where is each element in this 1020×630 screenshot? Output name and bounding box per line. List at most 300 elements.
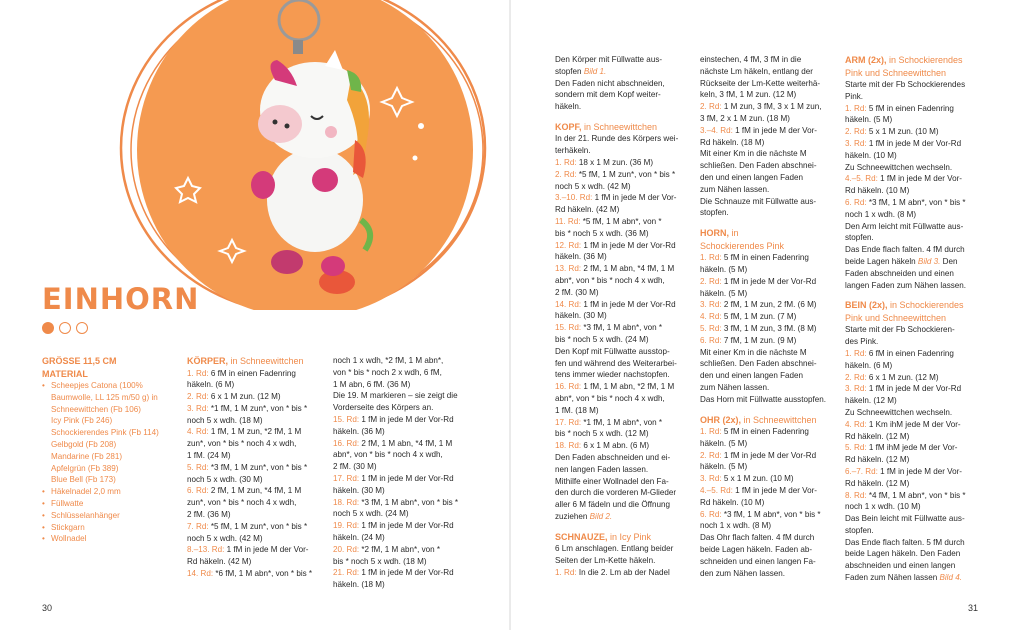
instruction-line [187, 403, 327, 415]
instruction-text: Rd häkeln. (12 M) [845, 431, 910, 441]
instruction-text: häkeln. (5 M) [700, 438, 748, 448]
instruction-text: des Pink. [845, 337, 879, 347]
round-label: 1. Rd: [187, 368, 209, 378]
round-instruction: *3 fM, 1 M abn*, von * bis * [866, 197, 966, 207]
round-label: 2. Rd: [845, 127, 867, 137]
instruction-line [845, 232, 995, 244]
instruction-line [555, 464, 695, 476]
round-label: 3. Rd: [700, 474, 722, 484]
round-instruction: 1 fM in jede M der Vor-Rd [359, 414, 454, 424]
instruction-line [845, 548, 995, 560]
material-item: • Wollnadel [42, 533, 182, 545]
instruction-line [555, 101, 695, 113]
instruction-line [333, 390, 478, 402]
instruction-line [555, 358, 695, 370]
page-number-right: 31 [968, 603, 979, 613]
instruction-text: schneiden und einen langen Fa- [700, 556, 816, 566]
section-heading-yarn: in Schneewittchen [581, 121, 658, 132]
round-label: 2. Rd: [700, 450, 722, 460]
instruction-line [845, 442, 995, 454]
instruction-line [187, 426, 327, 438]
instruction-line [555, 405, 695, 417]
instruction-line [555, 251, 695, 263]
instruction-line [187, 509, 327, 521]
instruction-text: 2 fM. (30 M) [333, 462, 377, 472]
instruction-line [555, 275, 695, 287]
section-heading-part: KOPF, [555, 121, 582, 132]
instruction-text: Den Faden nicht abschneiden, [555, 78, 665, 88]
instruction-line [555, 157, 695, 169]
instruction-line [700, 450, 840, 462]
instruction-line [555, 440, 695, 452]
round-instruction: In die 2. Lm ab der Nadel [576, 567, 670, 577]
round-instruction: 1 fM, 1 M zun, *2 fM, 1 M [208, 427, 302, 437]
instruction-line [700, 252, 840, 264]
instruction-text: 1 fM. (18 M) [555, 405, 599, 415]
instruction-text: häkeln. (5 M) [700, 288, 748, 298]
instruction-text: noch 1 x wdh. (8 M) [845, 209, 917, 219]
instruction-text: häkeln. (6 M) [845, 360, 893, 370]
instruction-text: noch 1 x wdh. (10 M) [845, 502, 921, 512]
round-label: 1. Rd: [700, 253, 722, 263]
instruction-line [845, 419, 995, 431]
instruction-text: noch 1 x wdh, *2 fM, 1 M abn*, [333, 356, 444, 365]
instruction-text: noch 5 x wdh. (30 M) [187, 474, 263, 484]
section-heading-yarn: in Schockierendes [887, 300, 964, 311]
instruction-text: häkeln. (5 M) [700, 462, 748, 472]
instruction-line [555, 369, 695, 381]
instruction-text: 1 M abn, 6 fM. (36 M) [333, 379, 411, 389]
instruction-text: den und einen langen Faden [700, 172, 804, 182]
instruction-line [700, 54, 840, 66]
instruction-text: häkeln. (12 M) [845, 396, 897, 406]
instruction-line [700, 288, 840, 300]
instruction-line [700, 568, 840, 580]
instruction-text: bis * noch 5 x wdh. (24 M) [555, 335, 649, 345]
instruction-line [845, 336, 995, 348]
instruction-text: nächste Lm häkeln, entlang der [700, 66, 813, 76]
round-label: 5. Rd: [845, 443, 867, 453]
instruction-line [333, 438, 478, 450]
instruction-line [333, 449, 478, 461]
instruction-line [700, 78, 840, 90]
instruction-text: beide Lagen häkeln [845, 256, 918, 266]
instructions-column-3 [555, 54, 695, 579]
instruction-text: häkeln. (30 M) [333, 485, 385, 495]
instruction-line [845, 268, 995, 280]
instruction-line [845, 103, 995, 115]
round-instruction: 5 fM in einen Fadenring [866, 103, 954, 113]
instruction-text: Pink. [845, 91, 863, 101]
instruction-line [555, 476, 695, 488]
round-label: 14. Rd: [187, 569, 214, 579]
instruction-line [700, 532, 840, 544]
instruction-line [845, 256, 995, 268]
round-instruction: 1 Km ihM jede M der Vor- [866, 419, 961, 429]
material-item: • Scheepjes Catona (100% [42, 380, 182, 392]
instruction-line [555, 133, 695, 145]
section-heading-yarn: in Schneewittchen [228, 356, 304, 366]
instruction-line [555, 567, 695, 579]
instruction-text: nen langen Faden lassen. [555, 464, 649, 474]
round-label: 6. Rd: [700, 335, 722, 345]
round-instruction: *5 fM, 1 M abn*, von * [580, 217, 662, 227]
instruction-text: noch 5 x wdh. (42 M) [187, 533, 263, 543]
instruction-line [845, 478, 995, 490]
instruction-line [555, 192, 695, 204]
round-instruction: *5 fM, 1 M zun*, von * bis * [208, 521, 308, 531]
instruction-line [700, 509, 840, 521]
instruction-text: stopfen. [845, 233, 874, 243]
instruction-text: abn*, von * bis * noch 4 x wdh, [555, 394, 665, 404]
round-instruction: 5 fM, 1 M zun. (7 M) [721, 312, 797, 322]
round-label: 14. Rd: [555, 299, 582, 309]
instruction-line [333, 556, 478, 568]
section-heading [555, 531, 695, 544]
round-instruction: 6 fM in einen Fadenring [866, 348, 954, 358]
section-heading [700, 227, 840, 240]
instruction-line [700, 556, 840, 568]
section-heading-part: OHR (2x), [700, 414, 742, 425]
instruction-line [700, 426, 840, 438]
instruction-line [555, 54, 695, 66]
page-number-left: 30 [42, 603, 53, 613]
round-label: 20. Rd: [333, 544, 360, 554]
instruction-text: Rückseite der Lm-Kette weiterhä- [700, 78, 821, 88]
round-instruction: *5 fM, 1 M zun*, von * bis * [576, 169, 676, 179]
round-instruction: 1 fM in jede M der Vor- [877, 174, 962, 184]
round-label: 6. Rd: [845, 197, 867, 207]
round-label: 15. Rd: [555, 323, 582, 333]
material-item: • Häkelnadel 2,0 mm [42, 486, 182, 498]
instruction-line [700, 207, 840, 219]
instruction-line [845, 91, 995, 103]
instruction-line [187, 556, 327, 568]
section-heading [187, 355, 327, 368]
round-label: 19. Rd: [333, 521, 360, 531]
instruction-line [333, 544, 478, 556]
section-heading-part: HORN, [700, 228, 729, 239]
image-reference: Bild 2. [589, 511, 613, 521]
instruction-line [333, 402, 478, 414]
instruction-text: von * bis * noch 2 x wdh, 6 fM, [333, 367, 442, 377]
instruction-line [700, 438, 840, 450]
instruction-line [845, 395, 995, 407]
instruction-line [700, 184, 840, 196]
instruction-line [555, 499, 695, 511]
round-label: 6.–7. Rd: [845, 466, 878, 476]
instruction-text: häkeln. (10 M) [845, 150, 897, 160]
instruction-line [845, 280, 995, 292]
instruction-line [555, 145, 695, 157]
section-gap [700, 406, 840, 414]
round-instruction: 5 x 1 M zun. (10 M) [721, 474, 794, 484]
round-instruction: 1 fM ihM jede M der Vor- [866, 443, 958, 453]
instruction-line [845, 431, 995, 443]
section-heading [845, 312, 995, 325]
instruction-text: fen und während des Weiterarbei- [555, 358, 677, 368]
round-label: 15. Rd: [333, 414, 360, 424]
instruction-text: Die Schnauze mit Füllwatte aus- [700, 196, 817, 206]
instruction-line [187, 474, 327, 486]
instruction-line [555, 393, 695, 405]
round-label: 13. Rd: [555, 264, 582, 274]
material-item: Schockierendes Pink (Fb 114) [51, 428, 159, 438]
instruction-text: Mithilfe einer Wollnadel den Fa- [555, 476, 669, 486]
instruction-line [700, 520, 840, 532]
section-heading-yarn: in Schockierendes [886, 55, 963, 65]
instruction-line [700, 370, 840, 382]
instruction-line [187, 415, 327, 427]
material-item: Icy Pink (Fb 246) [51, 416, 113, 426]
instruction-text: Den [940, 256, 958, 266]
instruction-line [700, 544, 840, 556]
round-instruction: *3 fM, 1 M abn*, von * bis * [721, 509, 821, 519]
instruction-text: bis * noch 5 x wdh. (18 M) [333, 556, 427, 566]
instruction-line [187, 462, 327, 474]
instruction-line [700, 160, 840, 172]
instruction-text: Mit einer Km in die nächste M [700, 149, 807, 159]
section-heading-part: KÖRPER, [187, 356, 229, 366]
instruction-line [845, 572, 995, 584]
instruction-line [845, 221, 995, 233]
round-instruction: *3 fM, 1 M abn*, von * bis * [359, 497, 459, 507]
instruction-line [700, 125, 840, 137]
instruction-text: häkeln. (24 M) [333, 532, 385, 542]
round-instruction: 1 fM in jede M der Vor- [732, 486, 817, 495]
instruction-text: stopfen. [700, 208, 729, 218]
instruction-line [845, 537, 995, 549]
instruction-line [555, 181, 695, 193]
instruction-line [700, 497, 840, 509]
instruction-text: terhäkeln. [555, 146, 591, 156]
section-heading-part: ARM (2x), [845, 55, 887, 65]
instruction-text: häkeln. [555, 102, 582, 112]
instruction-line [845, 525, 995, 537]
instruction-text: Das Horn mit Füllwatte ausstopfen. [700, 394, 826, 404]
round-instruction: 1 fM in jede M der Vor-Rd [721, 450, 817, 460]
round-instruction: 1 fM in jede M der Vor- [224, 545, 309, 555]
instruction-line [555, 169, 695, 181]
round-label: 5. Rd: [700, 323, 722, 333]
round-instruction: 18 x 1 M zun. (36 M) [576, 158, 654, 168]
instruction-line [845, 162, 995, 174]
instruction-text: keln, 3 fM, 1 M zun. (12 M) [700, 90, 797, 100]
instruction-line [845, 173, 995, 185]
instruction-line [187, 368, 327, 380]
instruction-line [333, 367, 478, 379]
image-reference: Bild 1. [583, 66, 607, 76]
round-label: 2. Rd: [700, 102, 722, 112]
instruction-text: zun*, von * bis * noch 4 x wdh, [187, 439, 297, 449]
instruction-line [845, 372, 995, 384]
instruction-text: Rd häkeln. (18 M) [700, 137, 765, 147]
round-instruction: 1 fM in jede M der Vor-Rd [866, 384, 962, 394]
instruction-line [187, 379, 327, 391]
instruction-text: häkeln. (30 M) [555, 311, 607, 321]
section-heading [845, 54, 995, 67]
material-list [42, 380, 182, 545]
instruction-text: schließen. Den Faden abschnei- [700, 161, 817, 171]
instruction-text: Zu Schneewittchen wechseln. [845, 407, 953, 417]
instruction-text: bis * noch 5 x wdh. (12 M) [555, 429, 649, 439]
instruction-line [333, 567, 478, 579]
instruction-line [555, 452, 695, 464]
instruction-text: zun*, von * bis * noch 4 x wdh, [187, 498, 297, 508]
instruction-line [333, 414, 478, 426]
round-label: 3.–10. Rd: [555, 193, 593, 203]
round-instruction: 1 fM, 1 M abn, *2 fM, 1 M [581, 382, 675, 392]
round-instruction: 1 fM in jede M der Vor-Rd [581, 240, 676, 250]
instruction-text: häkeln. (36 M) [555, 252, 607, 262]
instruction-text: Das Ende flach falten. 5 fM durch [845, 537, 965, 547]
section-heading-yarn: in Icy Pink [607, 531, 652, 542]
instruction-line [333, 355, 478, 367]
instruction-line [555, 299, 695, 311]
round-instruction: 6 x 1 M abn. (6 M) [581, 441, 650, 451]
round-instruction: 2 fM, 1 M zun, 2 fM. (6 M) [721, 300, 817, 310]
round-instruction: *3 fM, 1 M abn*, von * [581, 323, 663, 333]
section-gap [555, 523, 695, 531]
instruction-line [555, 228, 695, 240]
instruction-line [845, 360, 995, 372]
instruction-text: aller 6 M fädeln und die Öffnung [555, 500, 671, 510]
instruction-line [333, 532, 478, 544]
round-instruction: 2 fM, 1 M zun, *4 fM, 1 M [208, 486, 302, 496]
instruction-text: Den Arm leicht mit Füllwatte aus- [845, 221, 964, 231]
instruction-line [555, 66, 695, 78]
round-instruction: 1 fM in jede M der Vor-Rd [359, 521, 454, 531]
instruction-text: 3 fM, 2 x 1 M zun. (18 M) [700, 113, 790, 123]
material-heading: MATERIAL [42, 368, 88, 379]
instruction-line [555, 216, 695, 228]
instruction-text: beide Lagen häkeln. Faden ab- [700, 544, 813, 554]
round-instruction: 1 fM in jede M der Vor- [592, 193, 677, 203]
instruction-text: 2 fM. (36 M) [187, 510, 231, 520]
instruction-text: häkeln. (18 M) [333, 580, 385, 590]
material-item: Gelbgold (Fb 208) [51, 439, 117, 449]
section-heading-yarn: Schockierendes Pink [700, 240, 785, 251]
instruction-line [333, 426, 478, 438]
material-item: Baumwolle, LL 125 m/50 g) in [51, 392, 158, 402]
instruction-line [555, 487, 695, 499]
difficulty-rating [42, 322, 88, 334]
round-label: 3. Rd: [845, 138, 867, 148]
round-label: 11. Rd: [555, 217, 581, 227]
instruction-text: abschneiden und einen langen [845, 561, 956, 571]
round-label: 1. Rd: [845, 348, 867, 358]
instruction-text: tens immer wieder nachstopfen. [555, 370, 670, 380]
instruction-line [333, 508, 478, 520]
round-label: 16. Rd: [333, 438, 360, 448]
instruction-text: den zum Nähen lassen. [700, 568, 786, 578]
image-reference: Bild 3. [917, 256, 941, 266]
round-instruction: 7 fM, 1 M zun. (9 M) [721, 335, 797, 345]
instruction-text: Das Bein leicht mit Füllwatte aus- [845, 514, 965, 524]
instruction-text: noch 5 x wdh. (42 M) [555, 181, 631, 191]
section-heading [845, 67, 995, 80]
round-instruction: 5 x 1 M zun. (10 M) [866, 127, 939, 137]
round-label: 4.–5. Rd: [845, 174, 878, 184]
instruction-line [333, 461, 478, 473]
round-label: 21. Rd: [333, 568, 360, 578]
round-instruction: 1 fM in jede M der Vor-Rd [721, 276, 817, 286]
round-label: 3.–4. Rd: [700, 125, 733, 135]
round-label: 8.–13. Rd: [187, 545, 225, 555]
instruction-text: langen Faden zum Nähen lassen. [845, 280, 967, 290]
instruction-text: stopfen [555, 66, 584, 76]
instruction-line [555, 511, 695, 523]
instruction-text: zuziehen [555, 511, 590, 521]
section-heading [845, 299, 995, 312]
round-label: 7. Rd: [187, 521, 209, 531]
instruction-line [700, 485, 840, 497]
instruction-line [845, 150, 995, 162]
instruction-line [555, 89, 695, 101]
instruction-line [187, 568, 327, 580]
instruction-text: den und einen langen Faden [700, 371, 804, 381]
instruction-text: einstechen, 4 fM, 3 fM in die [700, 55, 802, 64]
round-instruction: *3 fM, 1 M zun*, von * bis * [208, 462, 308, 472]
round-label: 17. Rd: [333, 473, 360, 483]
material-item: • Schlüsselanhänger [42, 510, 182, 522]
book-gutter [509, 0, 511, 630]
instruction-text: abn*, von * bis * noch 4 x wdh, [555, 276, 665, 286]
instruction-line [555, 287, 695, 299]
instruction-line [187, 544, 327, 556]
round-label: 4. Rd: [845, 419, 867, 429]
instruction-line [555, 240, 695, 252]
round-instruction: *2 fM, 1 M abn*, von * [359, 544, 441, 554]
instruction-text: noch 5 x wdh. (24 M) [333, 509, 409, 519]
instruction-line [845, 466, 995, 478]
round-label: 6. Rd: [700, 509, 722, 519]
instruction-text: Die 19. M markieren – sie zeigt die [333, 391, 458, 401]
instruction-text: sondern mit dem Kopf weiter- [555, 90, 661, 100]
round-instruction: *1 fM, 1 M abn*, von * [581, 417, 663, 427]
instruction-text: noch 1 x wdh. (8 M) [700, 521, 772, 531]
section-heading [555, 121, 695, 134]
instruction-line [700, 113, 840, 125]
round-label: 1. Rd: [555, 567, 577, 577]
instruction-line [700, 382, 840, 394]
instructions-column-1 [187, 355, 327, 580]
instruction-line [845, 126, 995, 138]
instruction-line [187, 521, 327, 533]
instruction-line [845, 197, 995, 209]
round-instruction: *4 fM, 1 M abn*, von * bis * [866, 490, 966, 500]
instruction-text: häkeln. (5 M) [845, 115, 893, 125]
instruction-line [555, 204, 695, 216]
round-label: 4.–5. Rd: [700, 486, 733, 495]
page-title: EINHORN [42, 282, 200, 316]
size-heading: GRÖSSE 11,5 CM [42, 356, 117, 366]
instruction-line [700, 137, 840, 149]
material-item: Mandarine (Fb 281) [51, 451, 123, 461]
material-item: Schneewittchen (Fb 106) [51, 404, 141, 414]
round-instruction: 1 M zun, 3 fM, 3 x 1 M zun, [721, 102, 822, 112]
round-label: 3. Rd: [700, 300, 722, 310]
material-item: • Stickgarn [42, 522, 182, 534]
instruction-line [187, 391, 327, 403]
instruction-text: Den Kopf mit Füllwatte ausstop- [555, 346, 670, 356]
instruction-line [333, 497, 478, 509]
instruction-text: Mit einer Km in die nächste M [700, 347, 807, 357]
instruction-text: schließen. Den Faden abschnei- [700, 359, 817, 369]
instruction-text: Rd häkeln. (42 M) [555, 205, 620, 215]
section-gap [555, 113, 695, 121]
instruction-line [187, 485, 327, 497]
